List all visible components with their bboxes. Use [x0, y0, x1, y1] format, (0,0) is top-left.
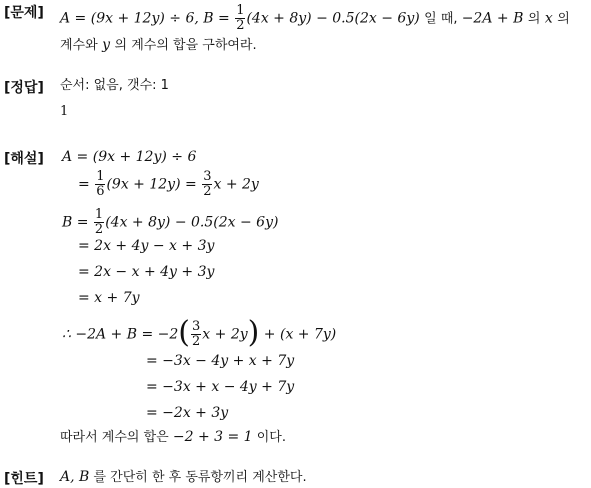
answer-value: 1	[60, 104, 69, 119]
problem-expr-a: A = (9x + 12y) ÷ 6, B =	[60, 10, 235, 27]
problem-text-2: 의	[527, 11, 541, 27]
problem-text-1: 일 때,	[424, 11, 462, 27]
left-paren: (	[178, 314, 191, 350]
solution-step-3: B = $\frac{1}{2}$ (4x + 8y) − 0.5(2x − 6y)	[62, 207, 279, 237]
solution-conclusion: 따라서 계수의 합은 −2 + 3 = 1 이다.	[60, 429, 286, 445]
problem-var-x: x	[544, 10, 553, 27]
hint-line: A, B 를 간단히 한 후 동류항끼리 계산한다.	[60, 469, 307, 485]
solution-step-6: = x + 7y	[78, 290, 140, 306]
solution-step-2: = $\frac{1}{6}$ (9x + 12y) = $\frac{3}{2}$ x + 2y	[78, 169, 259, 199]
problem-fraction: $\frac{1}{2}$	[236, 3, 245, 33]
problem-text-3: 의	[557, 11, 570, 27]
problem-var-y: y	[102, 37, 111, 53]
solution-step-9: = −3x + x − 4y + 7y	[146, 379, 295, 395]
solution-fraction-3: $\frac{1}{2}$	[94, 207, 104, 237]
solution-fraction-2: $\frac{3}{2}$	[203, 169, 212, 199]
problem-text-5: 의 계수의 합을 구하여라.	[114, 38, 257, 53]
solution-step-1: A = (9x + 12y) ÷ 6	[62, 149, 197, 165]
right-paren: )	[247, 314, 260, 350]
problem-label: [문제]	[4, 5, 44, 21]
solution-step-7: ∴ −2A + B = −2( $\frac{3}{2}$ x + 2y) + (x + 7y)	[62, 314, 337, 350]
problem-line-1	[60, 4, 570, 33]
solution-step-5: = 2x − x + 4y + 3y	[78, 264, 215, 280]
solution-step-8: = −3x − 4y + x + 7y	[146, 353, 295, 369]
solution-fraction-4: $\frac{3}{2}$	[192, 319, 201, 349]
problem-line-2	[60, 37, 257, 54]
problem-expr-b: (4x + 8y) − 0.5(2x − 6y)	[246, 10, 420, 27]
problem-text-4: 계수와	[60, 38, 98, 53]
problem-expr-c: −2A + B	[461, 10, 524, 27]
solution-step-10: = −2x + 3y	[146, 405, 229, 421]
answer-label: [정답]	[4, 80, 44, 96]
solution-label: [해설]	[4, 151, 44, 167]
solution-step-4: = 2x + 4y − x + 3y	[78, 238, 215, 254]
answer-line-1: 순서: 없음, 갯수: 1	[60, 78, 169, 93]
solution-fraction-1: $\frac{1}{6}$	[96, 169, 105, 199]
hint-label: [힌트]	[4, 471, 44, 487]
